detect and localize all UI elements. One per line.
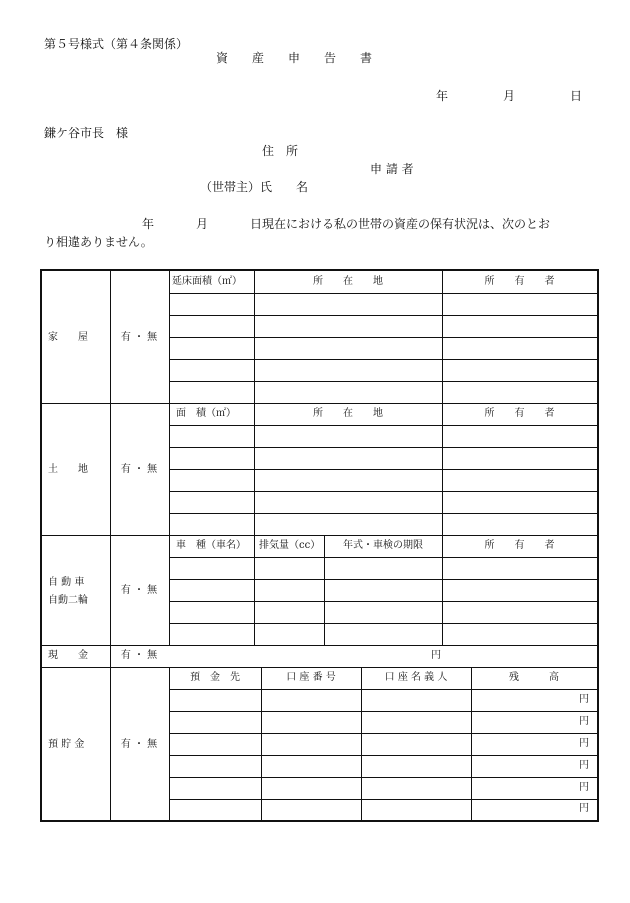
- vehicle-label-car: 自 動 車: [48, 577, 85, 588]
- land-label: 土 地: [48, 464, 88, 475]
- vehicle-col-expiry: 年式・車検の期限: [343, 540, 423, 551]
- house-col-owner: 所 有 者: [484, 276, 555, 287]
- land-yes-no: 有 ・ 無: [120, 464, 158, 475]
- cash-yen: 円: [431, 650, 441, 661]
- deposit-row-yen: 円: [579, 760, 589, 771]
- house-col-area: 延床面積（㎡）: [172, 276, 242, 287]
- deposit-row-yen: 円: [579, 716, 589, 727]
- declaration-text-line2: り相違ありません。: [44, 235, 153, 249]
- deposit-yes-no: 有 ・ 無: [120, 739, 158, 750]
- land-col-area: 面 積（㎡）: [176, 408, 236, 419]
- vehicle-col-owner: 所 有 者: [484, 540, 555, 551]
- deposit-row-yen: 円: [579, 694, 589, 705]
- vehicle-col-displacement: 排気量（cc）: [259, 540, 321, 551]
- asset-table: [40, 269, 599, 822]
- address-label: 住 所: [262, 144, 299, 158]
- deposit-row-yen: 円: [579, 803, 589, 814]
- land-col-location: 所 在 地: [313, 408, 383, 419]
- name-label: （世帯主）氏 名: [200, 180, 309, 194]
- form-number: 第５号様式（第４条関係）: [44, 37, 189, 51]
- applicant-label: 申 請 者: [370, 162, 414, 176]
- declaration-year: 年: [142, 217, 155, 231]
- deposit-col-holder: 口 座 名 義 人: [384, 672, 448, 683]
- house-yes-no: 有 ・ 無: [120, 332, 158, 343]
- date-month: 月: [503, 89, 516, 103]
- cash-label: 現 金: [48, 650, 88, 661]
- deposit-label: 預 貯 金: [48, 739, 85, 750]
- deposit-row-yen: 円: [579, 782, 589, 793]
- house-col-location: 所 在 地: [313, 276, 383, 287]
- date-day: 日: [570, 89, 583, 103]
- deposit-col-bank: 預 金 先: [190, 672, 240, 683]
- declaration-text: 日現在における私の世帯の資産の保有状況は、次のとお: [250, 217, 551, 231]
- cash-yes-no: 有 ・ 無: [120, 650, 158, 661]
- declaration-month: 月: [196, 217, 209, 231]
- document-title: 資 産 申 告 書: [216, 51, 373, 65]
- vehicle-label-motorcycle: 自動二輪: [48, 595, 88, 606]
- house-label: 家 屋: [48, 332, 88, 343]
- land-col-owner: 所 有 者: [484, 408, 555, 419]
- deposit-col-account-number: 口 座 番 号: [286, 672, 336, 683]
- date-year: 年: [436, 89, 449, 103]
- deposit-row-yen: 円: [579, 738, 589, 749]
- vehicle-col-type: 車 種（車名）: [176, 540, 246, 551]
- deposit-col-balance: 残 高: [509, 672, 559, 683]
- recipient: 鎌ケ谷市長 様: [44, 126, 129, 140]
- vehicle-yes-no: 有 ・ 無: [120, 585, 158, 596]
